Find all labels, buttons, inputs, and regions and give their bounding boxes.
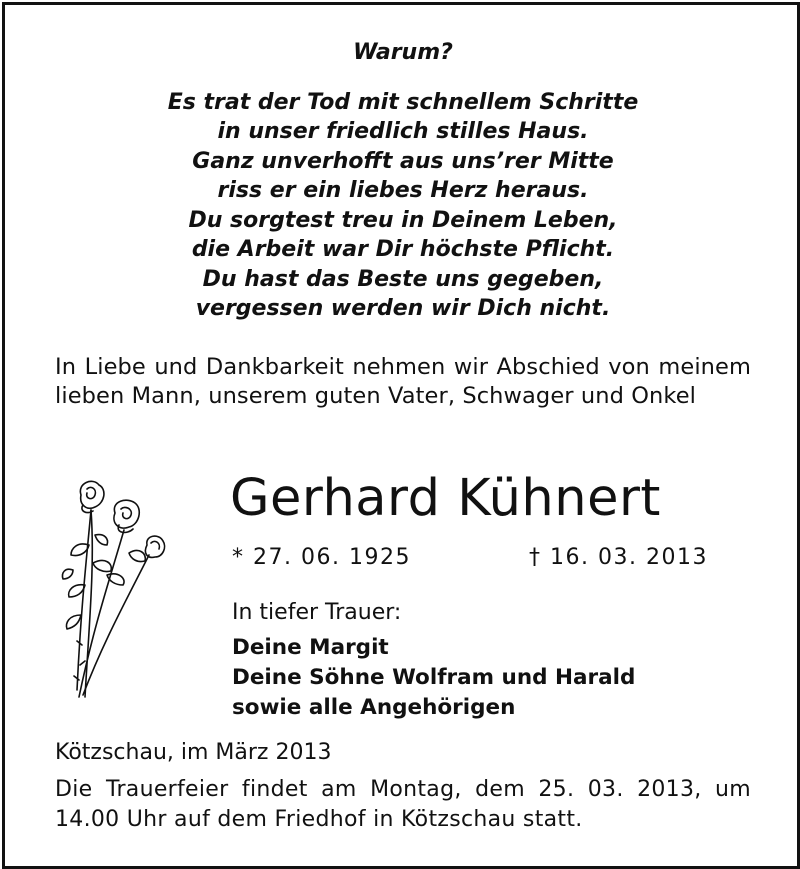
- mourner-name: sowie alle Angehörigen: [232, 695, 516, 720]
- mourning-label: In tiefer Trauer:: [232, 600, 402, 625]
- death-date: † 16. 03. 2013: [529, 545, 708, 570]
- mourner-name: Deine Margit: [232, 635, 389, 660]
- poem-line: Es trat der Tod mit schnellem Schritte: [167, 89, 639, 115]
- deceased-name: Gerhard Kühnert: [230, 469, 661, 528]
- intro-text: In Liebe und Dankbarkeit nehmen wir Abschied von meinem lieben Mann, unserem guten Vater, Schwager und Onkel: [55, 354, 751, 409]
- poem-title: Warum?: [353, 40, 453, 65]
- poem-line: die Arbeit war Dir höchste Pflicht.: [191, 237, 615, 262]
- place-and-date: Kötzschau, im März 2013: [55, 740, 332, 765]
- mourners-list: [232, 633, 635, 723]
- poem-line: in unser friedlich stilles Haus.: [217, 119, 589, 144]
- poem-line: vergessen werden wir Dich nicht.: [195, 296, 611, 321]
- poem-line: Du hast das Beste uns gegeben,: [202, 266, 604, 292]
- mourner-name: Deine Söhne Wolfram und Harald: [232, 665, 636, 690]
- poem-line: Du sorgtest treu in Deinem Leben,: [188, 207, 618, 233]
- poem-line: riss er ein liebes Herz heraus.: [217, 178, 589, 203]
- ceremony-info: Die Trauerfeier findet am Montag, dem 25. 03. 2013, um 14.00 Uhr auf dem Friedhof in Kötzschau statt.: [55, 777, 751, 832]
- poem-line: Ganz unverhofft aus uns’rer Mitte: [192, 148, 614, 174]
- birth-date: * 27. 06. 1925: [232, 545, 411, 570]
- rose-bouquet-icon: [49, 475, 179, 705]
- obituary-notice: [2, 2, 800, 869]
- poem: [5, 38, 800, 324]
